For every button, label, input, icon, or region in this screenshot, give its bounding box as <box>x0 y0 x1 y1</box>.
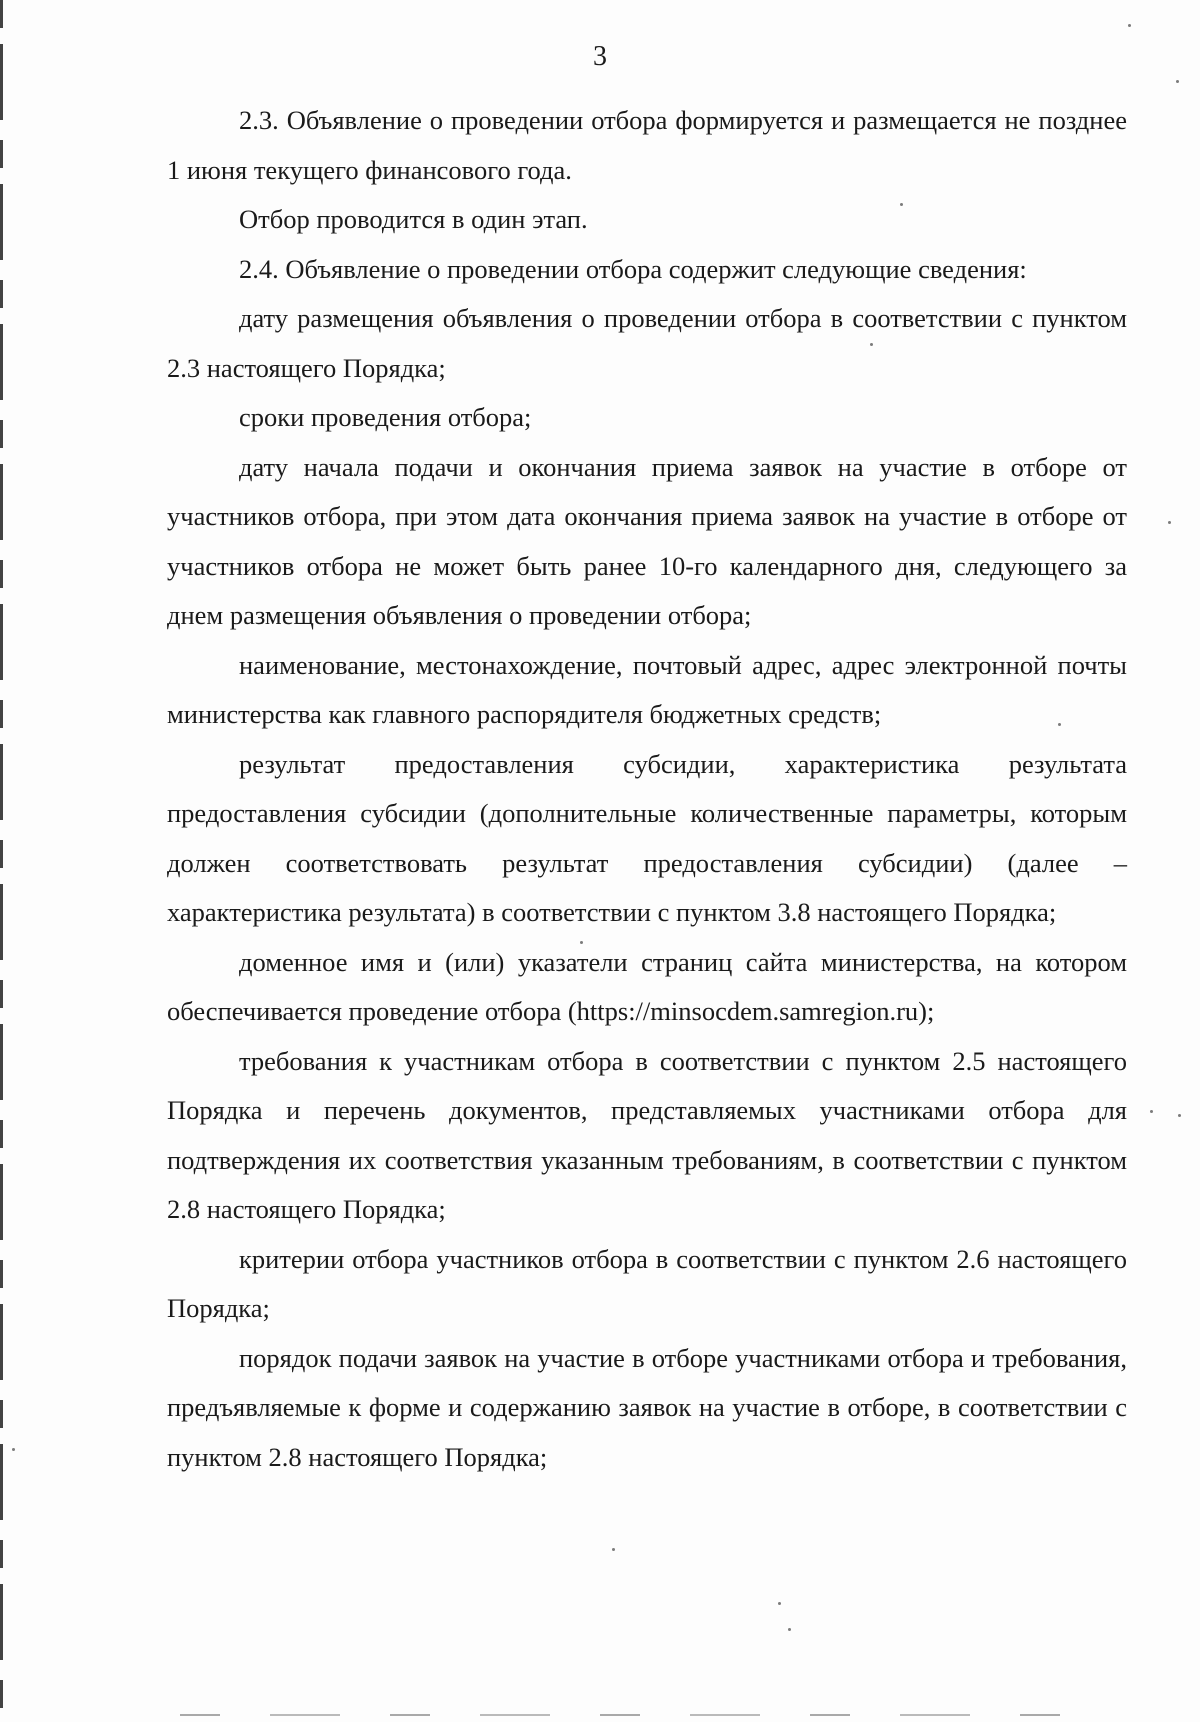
paragraph-ministry-details: наименование, местонахождение, почтовый адрес, адрес электронной почты министерства как главного распорядителя бюджетных средств; <box>167 649 1127 729</box>
paragraph-application-dates: дату начала подачи и окончания приема заявок на участие в отборе от участников отбора, при этом дата окончания приема заявок на участие в отборе от участников отбора не может быть ранее 10-го календарного дня, следующего за днем размещения объявления о проведении отбора; <box>167 451 1127 630</box>
scan-speck <box>900 203 903 206</box>
scan-speck <box>1168 521 1171 524</box>
paragraph-selection-criteria: критерии отбора участников отбора в соответствии с пунктом 2.6 настоящего Порядка; <box>167 1243 1127 1323</box>
scan-edge-artifact <box>0 0 3 1722</box>
scan-speck <box>1176 80 1179 83</box>
scan-speck <box>870 343 873 346</box>
scan-speck <box>778 1602 781 1605</box>
paragraph-application-procedure: порядок подачи заявок на участие в отборе участниками отбора и требования, предъявляемые к форме и содержанию заявок на участие в отборе, в соответствии с пунктом 2.8 настоящего Порядка; <box>167 1342 1127 1472</box>
document-body <box>167 96 1127 1482</box>
paragraph-one-stage: Отбор проводится в один этап. <box>239 204 588 234</box>
scan-speck <box>12 1448 15 1451</box>
scan-bottom-edge-artifact <box>180 1714 1080 1716</box>
scan-speck <box>612 1548 615 1551</box>
paragraph-2-4: 2.4. Объявление о проведении отбора содержит следующие сведения: <box>239 253 1027 284</box>
scan-speck <box>788 1628 791 1631</box>
paragraph-selection-terms: сроки проведения отбора; <box>239 402 532 432</box>
page-number: 3 <box>593 41 607 72</box>
paragraph-2-3: 2.3. Объявление о проведении отбора формируется и размещается не позднее 1 июня текущего финансового года. <box>167 105 1127 185</box>
scan-speck <box>1150 1110 1153 1113</box>
scan-speck <box>1178 1114 1181 1117</box>
paragraph-subsidy-result: результат предоставления субсидии, характеристика результата предоставления субсидии (дополнительные количественные параметры, которым должен соответствовать результат предоставления субсидии) (далее – характеристика результата) в соответствии с пунктом 3.8 настоящего Порядка; <box>167 748 1127 927</box>
paragraph-participant-requirements: требования к участникам отбора в соответствии с пунктом 2.5 настоящего Порядка и перечень документов, представляемых участниками отбора для подтверждения их соответствия указанным требованиям, в соответствии с пунктом 2.8 настоящего Порядка; <box>167 1045 1127 1224</box>
scan-speck <box>580 941 583 944</box>
scan-speck <box>1058 723 1061 726</box>
paragraph-domain-name: доменное имя и (или) указатели страниц сайта министерства, на котором обеспечивается проведение отбора (https://minsocdem.samregion.ru); <box>167 946 1127 1026</box>
scan-speck <box>1128 24 1131 27</box>
paragraph-announcement-date: дату размещения объявления о проведении отбора в соответствии с пунктом 2.3 настоящего Порядка; <box>167 303 1127 383</box>
